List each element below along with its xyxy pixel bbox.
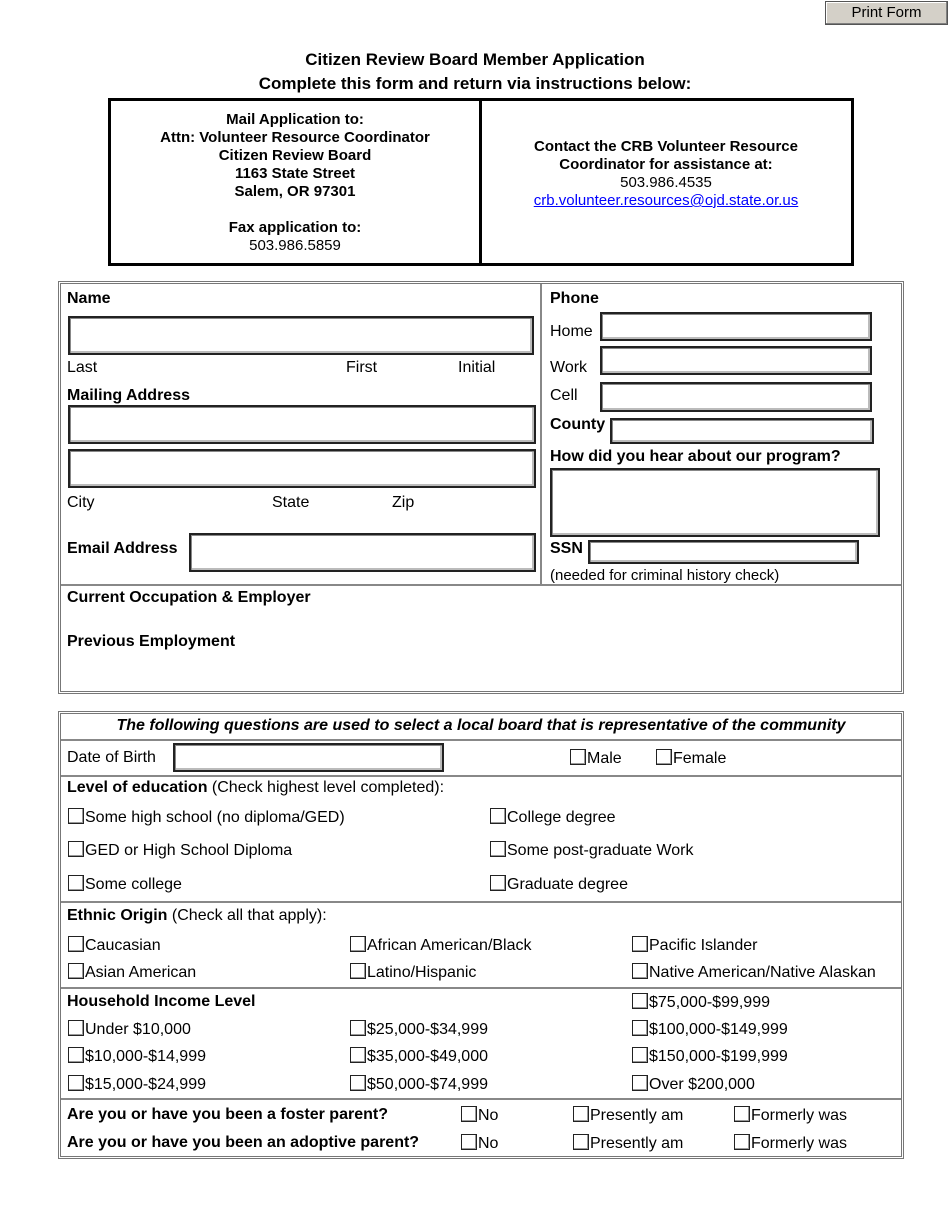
foster-no-checkbox[interactable] [461,1106,498,1125]
ethnic-note: (Check all that apply): [171,907,327,924]
education-heading [67,779,444,797]
mailing-address-input-2[interactable] [68,449,536,488]
income-checkbox[interactable] [68,1075,206,1094]
ethnic-checkbox[interactable] [632,963,876,982]
income-checkbox[interactable] [632,993,770,1012]
mail-line: Salem, OR 97301 [234,183,356,200]
edu-option-label: GED or High School Diploma [85,842,293,859]
form-title: Citizen Review Board Member Application [305,50,645,69]
name-label: Name [67,290,111,307]
adopt-presently-checkbox[interactable] [573,1134,683,1153]
hear-about-label: How did you hear about our program? [550,448,841,465]
income-option-label: $50,000-$74,999 [367,1076,488,1093]
mail-line: Attn: Volunteer Resource Coordinator [160,129,430,146]
dob-label: Date of Birth [67,749,156,766]
option-label: No [478,1107,499,1124]
ethnic-option-label: Caucasian [85,937,161,954]
ssn-input[interactable] [588,540,859,564]
form-subtitle: Complete this form and return via instructions below: [258,74,692,93]
option-label: No [478,1135,499,1152]
income-checkbox[interactable] [68,1020,191,1039]
income-option-label: Under $10,000 [85,1021,191,1038]
home-phone-label: Home [550,323,593,340]
divider [61,901,901,903]
edu-option-label: College degree [507,809,616,826]
divider [61,987,901,989]
contact-line: Contact the CRB Volunteer Resource [534,138,798,155]
adopt-formerly-checkbox[interactable] [734,1134,847,1153]
income-checkbox[interactable] [632,1075,755,1094]
fax-heading: Fax application to: [228,219,362,236]
contact-info [482,138,850,210]
income-option-label: Over $200,000 [649,1076,755,1093]
income-checkbox[interactable] [350,1075,488,1094]
cell-phone-input[interactable] [600,382,872,412]
income-checkbox[interactable] [350,1020,488,1039]
ssn-label: SSN [550,540,583,557]
foster-parent-question: Are you or have you been a foster parent? [67,1106,388,1123]
income-checkbox[interactable] [68,1047,206,1066]
income-option-label: $25,000-$34,999 [367,1021,488,1038]
mail-line: 1163 State Street [234,165,356,182]
contact-email-link[interactable]: crb.volunteer.resources@ojd.state.or.us [533,192,799,209]
mail-heading: Mail Application to: [226,111,364,128]
state-label: State [272,494,310,511]
option-label: Formerly was [751,1135,848,1152]
ethnic-label: Ethnic Origin [67,907,168,924]
ethnic-checkbox[interactable] [632,936,758,955]
income-label: Household Income Level [67,993,256,1010]
last-label: Last [67,359,98,376]
ethnic-option-label: Asian American [85,964,197,981]
county-label: County [550,416,606,433]
previous-employment-label: Previous Employment [67,633,236,650]
foster-presently-checkbox[interactable] [573,1106,683,1125]
zip-label: Zip [392,494,415,511]
male-label: Male [587,750,622,767]
email-input[interactable] [189,533,536,572]
male-checkbox[interactable] [570,749,622,768]
divider [61,739,901,741]
email-label: Email Address [67,540,178,557]
female-label: Female [673,750,727,767]
mailing-address-label: Mailing Address [67,387,190,404]
work-phone-label: Work [550,359,588,376]
edu-option-label: Some post-graduate Work [507,842,694,859]
edu-checkbox[interactable] [68,875,182,894]
divider [61,1098,901,1100]
work-phone-input[interactable] [600,346,872,375]
mail-line: Citizen Review Board [218,147,372,164]
education-note: (Check highest level completed): [211,779,445,796]
income-checkbox[interactable] [632,1047,788,1066]
first-label: First [346,359,378,376]
fax-number: 503.986.5859 [249,237,341,254]
divider [540,284,542,585]
income-option-label: $100,000-$149,999 [649,1021,788,1038]
edu-option-label: Graduate degree [507,876,628,893]
income-option-label: $10,000-$14,999 [85,1048,206,1065]
income-option-label: $15,000-$24,999 [85,1076,206,1093]
print-form-button[interactable]: Print Form [825,1,948,25]
ethnic-option-label: Native American/Native Alaskan [649,964,876,981]
income-option-label: $35,000-$49,000 [367,1048,488,1065]
edu-checkbox[interactable] [490,808,616,827]
demographics-header: The following questions are used to select a local board that is representative of the community [116,717,846,734]
option-label: Presently am [590,1135,684,1152]
ethnic-option-label: Pacific Islander [649,937,758,954]
adopt-no-checkbox[interactable] [461,1134,498,1153]
option-label: Presently am [590,1107,684,1124]
ethnic-heading [67,907,327,925]
ssn-note: (needed for criminal history check) [550,567,780,584]
education-label: Level of education [67,779,208,796]
home-phone-input[interactable] [600,312,872,341]
ethnic-checkbox[interactable] [68,936,161,955]
divider [61,584,901,586]
ethnic-option-label: Latino/Hispanic [367,964,477,981]
adoptive-parent-question: Are you or have you been an adoptive parent? [67,1134,420,1151]
female-checkbox[interactable] [656,749,726,768]
hear-about-input[interactable] [550,468,880,537]
ethnic-option-label: African American/Black [367,937,532,954]
edu-option-label: Some college [85,876,182,893]
ethnic-checkbox[interactable] [68,963,196,982]
occupation-label: Current Occupation & Employer [67,589,311,606]
city-label: City [67,494,95,511]
edu-checkbox[interactable] [490,841,693,860]
mail-instructions [111,111,479,255]
divider [61,775,901,777]
income-checkbox[interactable] [632,1020,788,1039]
initial-label: Initial [458,359,496,376]
edu-checkbox[interactable] [68,808,345,827]
county-input[interactable] [610,418,874,444]
ethnic-checkbox[interactable] [350,936,532,955]
dob-input[interactable] [173,743,444,772]
income-checkbox[interactable] [350,1047,488,1066]
contact-line: Coordinator for assistance at: [559,156,773,173]
income-option-label: $75,000-$99,999 [649,994,770,1011]
edu-checkbox[interactable] [68,841,292,860]
edu-option-label: Some high school (no diploma/GED) [85,809,345,826]
ethnic-checkbox[interactable] [350,963,476,982]
phone-label: Phone [550,290,599,307]
option-label: Formerly was [751,1107,848,1124]
mailing-address-input-1[interactable] [68,405,536,444]
contact-phone: 503.986.4535 [620,174,712,191]
income-option-label: $150,000-$199,999 [649,1048,788,1065]
cell-phone-label: Cell [550,387,578,404]
name-input[interactable] [68,316,534,355]
foster-formerly-checkbox[interactable] [734,1106,847,1125]
edu-checkbox[interactable] [490,875,628,894]
